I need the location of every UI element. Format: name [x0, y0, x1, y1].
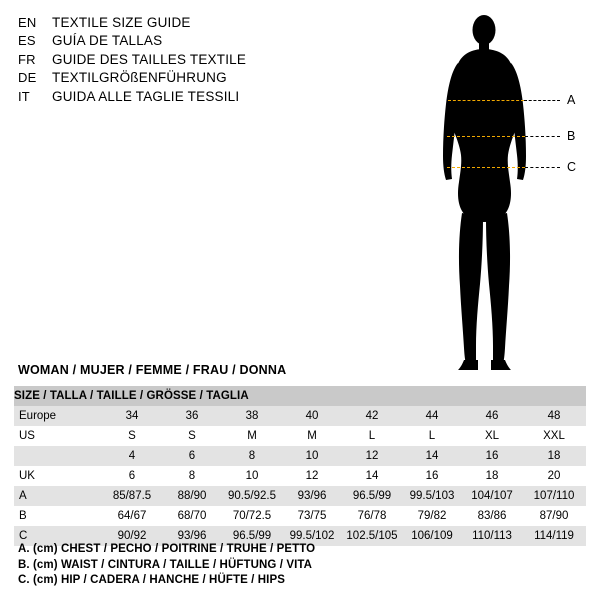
cell: 18	[462, 466, 522, 486]
language-title: TEXTILE SIZE GUIDE	[52, 15, 191, 30]
cell: 36	[162, 406, 222, 426]
table-row	[14, 466, 586, 486]
cell: 110/113	[462, 526, 522, 546]
table-row	[14, 486, 586, 506]
cell: 16	[462, 446, 522, 466]
language-code: DE	[18, 70, 37, 86]
language-title: GUIDA ALLE TAGLIE TESSILI	[52, 88, 240, 104]
measure-label-c: C	[567, 160, 577, 174]
cell: 46	[462, 406, 522, 426]
language-row	[18, 88, 318, 106]
table-row	[14, 406, 586, 426]
cell: 68/70	[162, 506, 222, 526]
language-code: ES	[18, 33, 36, 49]
language-row	[18, 14, 318, 32]
measure-line-c-extension	[525, 167, 560, 168]
language-row	[18, 51, 318, 69]
cell: 99.5/103	[402, 486, 462, 506]
cell: 14	[402, 446, 462, 466]
cell: 64/67	[102, 506, 162, 526]
cell: 48	[522, 406, 586, 426]
cell: 40	[282, 406, 342, 426]
table-row	[14, 446, 586, 466]
note-a: A. (cm) CHEST / PECHO / POITRINE / TRUHE / PETTO	[18, 543, 316, 555]
cell: 107/110	[522, 486, 586, 506]
cell: 70/72.5	[222, 506, 282, 526]
language-code: FR	[18, 51, 36, 67]
cell: 102.5/105	[342, 526, 402, 546]
cell: 96.5/99	[222, 526, 282, 546]
row-label: Europe	[14, 406, 102, 426]
cell: 8	[162, 466, 222, 486]
language-code: EN	[18, 15, 37, 30]
cell: 93/96	[282, 486, 342, 506]
row-label: A	[14, 486, 102, 506]
cell: 79/82	[402, 506, 462, 526]
row-label	[14, 446, 102, 466]
measure-line-b	[447, 136, 525, 137]
cell: 16	[402, 466, 462, 486]
table-header-row	[14, 386, 586, 406]
cell: M	[222, 426, 282, 446]
cell: 106/109	[402, 526, 462, 546]
cell: 87/90	[522, 506, 586, 526]
measure-line-b-extension	[525, 136, 560, 137]
cell: 90.5/92.5	[222, 486, 282, 506]
cell: 20	[522, 466, 586, 486]
cell: XXL	[522, 426, 586, 446]
language-title: GUÍA DE TALLAS	[52, 33, 163, 49]
table-header-cell: SIZE / TALLA / TAILLE / GRÖSSE / TAGLIA	[14, 386, 586, 406]
section-title: WOMAN / MUJER / FEMME / FRAU / DONNA	[18, 363, 287, 377]
cell: 96.5/99	[342, 486, 402, 506]
measurement-notes	[18, 542, 315, 589]
cell: 114/119	[522, 526, 586, 546]
cell: 12	[282, 466, 342, 486]
cell: 104/107	[462, 486, 522, 506]
cell: XL	[462, 426, 522, 446]
row-label: B	[14, 506, 102, 526]
language-row	[18, 32, 318, 50]
language-title: TEXTILGRÖßENFÜHRUNG	[52, 70, 227, 86]
cell: 12	[342, 446, 402, 466]
body-figure-icon	[400, 8, 600, 378]
cell: S	[162, 426, 222, 446]
cell: 76/78	[342, 506, 402, 526]
size-table-wrapper	[14, 386, 586, 546]
cell: 85/87.5	[102, 486, 162, 506]
cell: 8	[222, 446, 282, 466]
cell: 83/86	[462, 506, 522, 526]
cell: 88/90	[162, 486, 222, 506]
language-title: GUIDE DES TAILLES TEXTILE	[52, 51, 247, 67]
size-table	[14, 386, 586, 546]
female-body-silhouette	[400, 8, 600, 378]
row-label: C	[14, 526, 102, 546]
cell: 14	[342, 466, 402, 486]
cell: 44	[402, 406, 462, 426]
cell: 93/96	[162, 526, 222, 546]
cell: 38	[222, 406, 282, 426]
cell: L	[342, 426, 402, 446]
cell: 99.5/102	[282, 526, 342, 546]
table-row	[14, 506, 586, 526]
cell: 4	[102, 446, 162, 466]
measure-line-c	[447, 167, 525, 168]
cell: 10	[282, 446, 342, 466]
note-b: B. (cm) WAIST / CINTURA / TAILLE / HÜFTUNG / VITA	[18, 558, 313, 571]
language-title-block	[18, 14, 318, 106]
cell: 6	[102, 466, 162, 486]
table-row	[14, 426, 586, 446]
note-c: C. (cm) HIP / CADERA / HANCHE / HÜFTE / HIPS	[18, 574, 286, 586]
cell: L	[402, 426, 462, 446]
cell: 34	[102, 406, 162, 426]
measure-line-a-extension	[524, 100, 560, 101]
measure-line-a	[448, 100, 524, 101]
language-row	[18, 69, 318, 87]
cell: M	[282, 426, 342, 446]
cell: 6	[162, 446, 222, 466]
language-code: IT	[18, 88, 30, 104]
row-label: US	[14, 426, 102, 446]
cell: 10	[222, 466, 282, 486]
cell: 42	[342, 406, 402, 426]
measure-label-a: A	[567, 93, 576, 107]
measure-label-b: B	[567, 129, 576, 143]
cell: 90/92	[102, 526, 162, 546]
row-label: UK	[14, 466, 102, 486]
cell: S	[102, 426, 162, 446]
cell: 18	[522, 446, 586, 466]
cell: 73/75	[282, 506, 342, 526]
